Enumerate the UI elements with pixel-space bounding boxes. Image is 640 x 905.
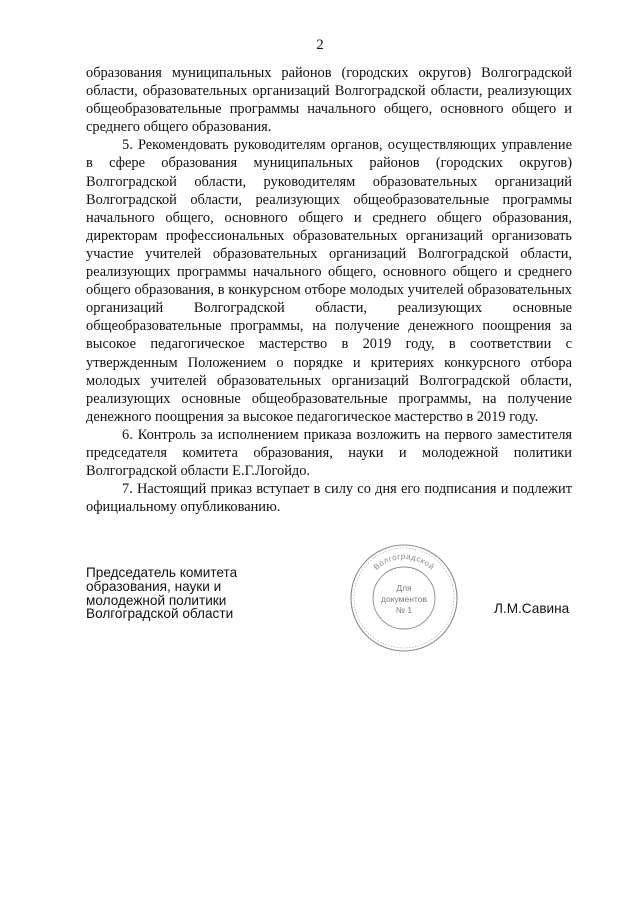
stamp-center-line: документов — [381, 594, 427, 604]
page-number: 2 — [316, 37, 324, 53]
paragraph-item-7: 7. Настоящий приказ вступает в силу со дня его подписания и подлежит официальному опубликованию. — [86, 481, 572, 516]
paragraph-continuation: образования муниципальных районов (городских округов) Волгоградской области, образовательных организаций Волгоградской области, реализующих общеобразовательные программы начального общего, основного общего и среднего общего образования. — [86, 65, 572, 136]
stamp-center-line: № 1 — [395, 605, 413, 615]
signatory-position-line: молодежной политики — [86, 592, 227, 608]
signatory-name: Л.М.Савина — [494, 601, 570, 616]
document-body — [86, 64, 572, 516]
paragraph-item-6: 6. Контроль за исполнением приказа возложить на первого заместителя председателя комитета образования, науки и молодежной политики Волгоградской области Е.Г.Логойдо. — [86, 426, 572, 480]
stamp-ring-text: Волгоградской — [371, 551, 437, 572]
signatory-position-line: Председатель комитета — [86, 565, 238, 580]
svg-text:Волгоградской — [372, 552, 436, 572]
official-stamp — [348, 542, 460, 654]
stamp-center-line: Для — [396, 583, 412, 593]
signatory-position-line: образования, науки и — [86, 578, 222, 594]
signatory-position-line: Волгоградской области — [86, 606, 234, 622]
paragraph-item-5: 5. Рекомендовать руководителям органов, осуществляющих управление в сфере образования муниципальных районов (городских округов) Волгоградской области, руководителям образовательных организаций Волгоградской области, реализующих общеобразовательные программы начального общего, основного общего и среднего общего образования, директорам профессиональных образовательных организаций организовать участие учителей образовательных организаций Волгоградской области, реализующих программы начального общего, основного общего и среднего общего образования, в конкурсном отборе молодых учителей образовательных организаций Волгоградской области, реализующих основные общеобразовательные программы, на получение денежного поощрения за высокое педагогическое мастерство в 2019 году, в соответствии с утвержденным Положением о порядке и критериях конкурсного отбора молодых учителей образовательных организаций Волгоградской области, реализующих основные общеобразовательные программы, на получение денежного поощрения за высокое педагогическое мастерство в 2019 году. — [86, 137, 572, 425]
signatory-position — [86, 566, 237, 621]
